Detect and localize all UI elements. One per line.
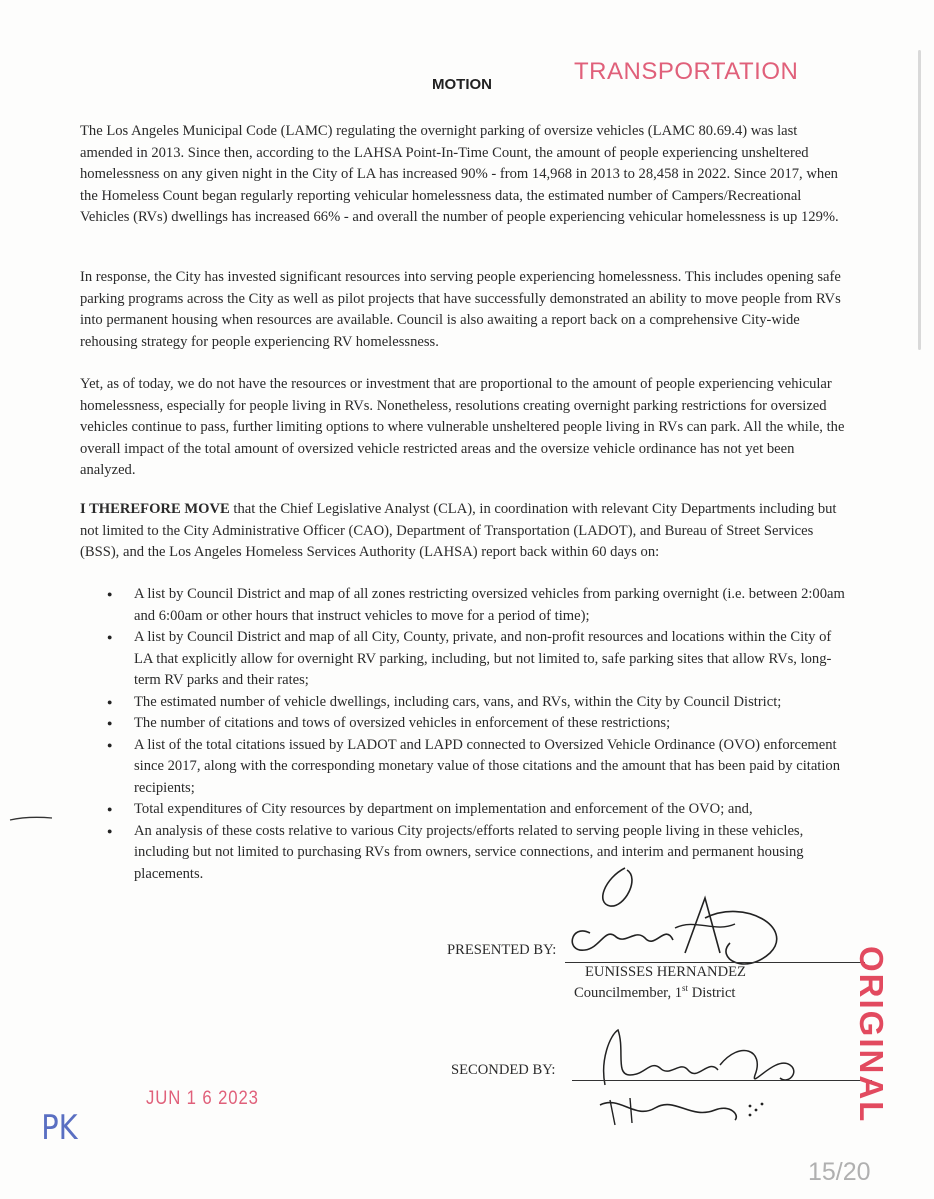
presenter-title-suffix: District [688, 984, 736, 1001]
list-item: ● The number of citations and tows of oversized vehicles in enforcement of these restrictions; [80, 713, 850, 735]
request-list [80, 584, 850, 885]
move-text: that the Chief Legislative Analyst (CLA), in coordination with relevant City Departments including but not limited to the City Administrative Officer (CAO), Department of Transportation (LADOT), and Bureau of Street Services (BSS), and the Los Angeles Homeless Services Authority (LAHSA) report back within 60 days on: [80, 501, 837, 560]
paragraph-3: Yet, as of today, we do not have the resources or investment that are proportional to the amount of people experiencing vehicular homelessness, especially for people living in RVs. Nonetheless, resolutions creating overnight parking restrictions for oversized vehicles continue to pass, further limiting options to where vulnerable unsheltered people living in RVs can park. All the while, the overall impact of the total amount of oversized vehicle restricted areas and the oversize vehicle ordinance has not yet been analyzed. [80, 376, 845, 478]
page-indicator: 15/20 [808, 1158, 871, 1186]
page-edge-line [918, 50, 921, 350]
initials-mark: PK [41, 1108, 78, 1148]
original-stamp: ORIGINAL [853, 946, 890, 1124]
margin-pen-mark [8, 812, 58, 826]
presented-signature-line [565, 962, 865, 963]
paragraph-2: In response, the City has invested significant resources into serving people experiencing homelessness. This includes opening safe parking programs across the City as well as pilot projects that have successfully demonstrated an ability to move people from RVs into permanent housing when resources are available. Council is also awaiting a report back on a comprehensive City-wide rehousing strategy for people experiencing RV homelessness. [80, 269, 841, 350]
presenter-title [574, 983, 736, 1002]
transportation-stamp: TRANSPORTATION [574, 58, 799, 85]
presenter-title-sup: st [682, 983, 689, 993]
seconded-by-label: SECONDED BY: [451, 1062, 556, 1078]
list-item: ● A list by Council District and map of all City, County, private, and non-profit resources and locations within the City of LA that explicitly allow for overnight RV parking, including, but not limited to, safe parking sites that allow RVs, long-term RV parks and their rates; [80, 627, 850, 692]
list-item: ● The estimated number of vehicle dwellings, including cars, vans, and RVs, within the City by Council District; [80, 692, 850, 714]
list-item: ● Total expenditures of City resources by department on implementation and enforcement of the OVO; and, [80, 799, 850, 821]
document-title: MOTION [432, 76, 492, 93]
paragraph-1: The Los Angeles Municipal Code (LAMC) regulating the overnight parking of oversize vehicles (LAMC 80.69.4) was last amended in 2013. Since then, according to the LAHSA Point-In-Time Count, the amount of people experiencing unsheltered homelessness on any given night in the City of LA has increased 90% - from 14,968 in 2013 to 28,458 in 2022. Since 2017, when the Homeless Count began regularly reporting vehicular homelessness data, the estimated number of Campers/Recreational Vehicles (RVs) dwellings has increased 66% - and overall the number of people experiencing vehicular homelessness is up 129%. [80, 123, 839, 225]
move-paragraph [80, 499, 850, 564]
presenter-name: EUNISSES HERNANDEZ [585, 964, 746, 980]
list-item: ● A list by Council District and map of all zones restricting oversized vehicles from parking overnight (i.e. between 2:00am and 6:00am or other hours that instruct vehicles to move for a period of time); [80, 584, 850, 627]
list-item: ● An analysis of these costs relative to various City projects/efforts related to serving people living in these vehicles, including but not limited to purchasing RVs from owners, service connections, and interim and permanent housing placements. [80, 821, 850, 886]
move-lead: I THEREFORE MOVE [80, 501, 230, 517]
list-item: ● A list of the total citations issued by LADOT and LAPD connected to Oversized Vehicle Ordinance (OVO) enforcement since 2017, along with the corresponding monetary value of those citations and the amount that has been paid by citation recipients; [80, 735, 850, 800]
presented-by-label: PRESENTED BY: [447, 942, 557, 958]
seconded-signature-line [572, 1080, 872, 1081]
presenter-title-prefix: Councilmember, 1 [574, 984, 683, 1001]
date-stamp: JUN 1 6 2023 [146, 1088, 259, 1109]
